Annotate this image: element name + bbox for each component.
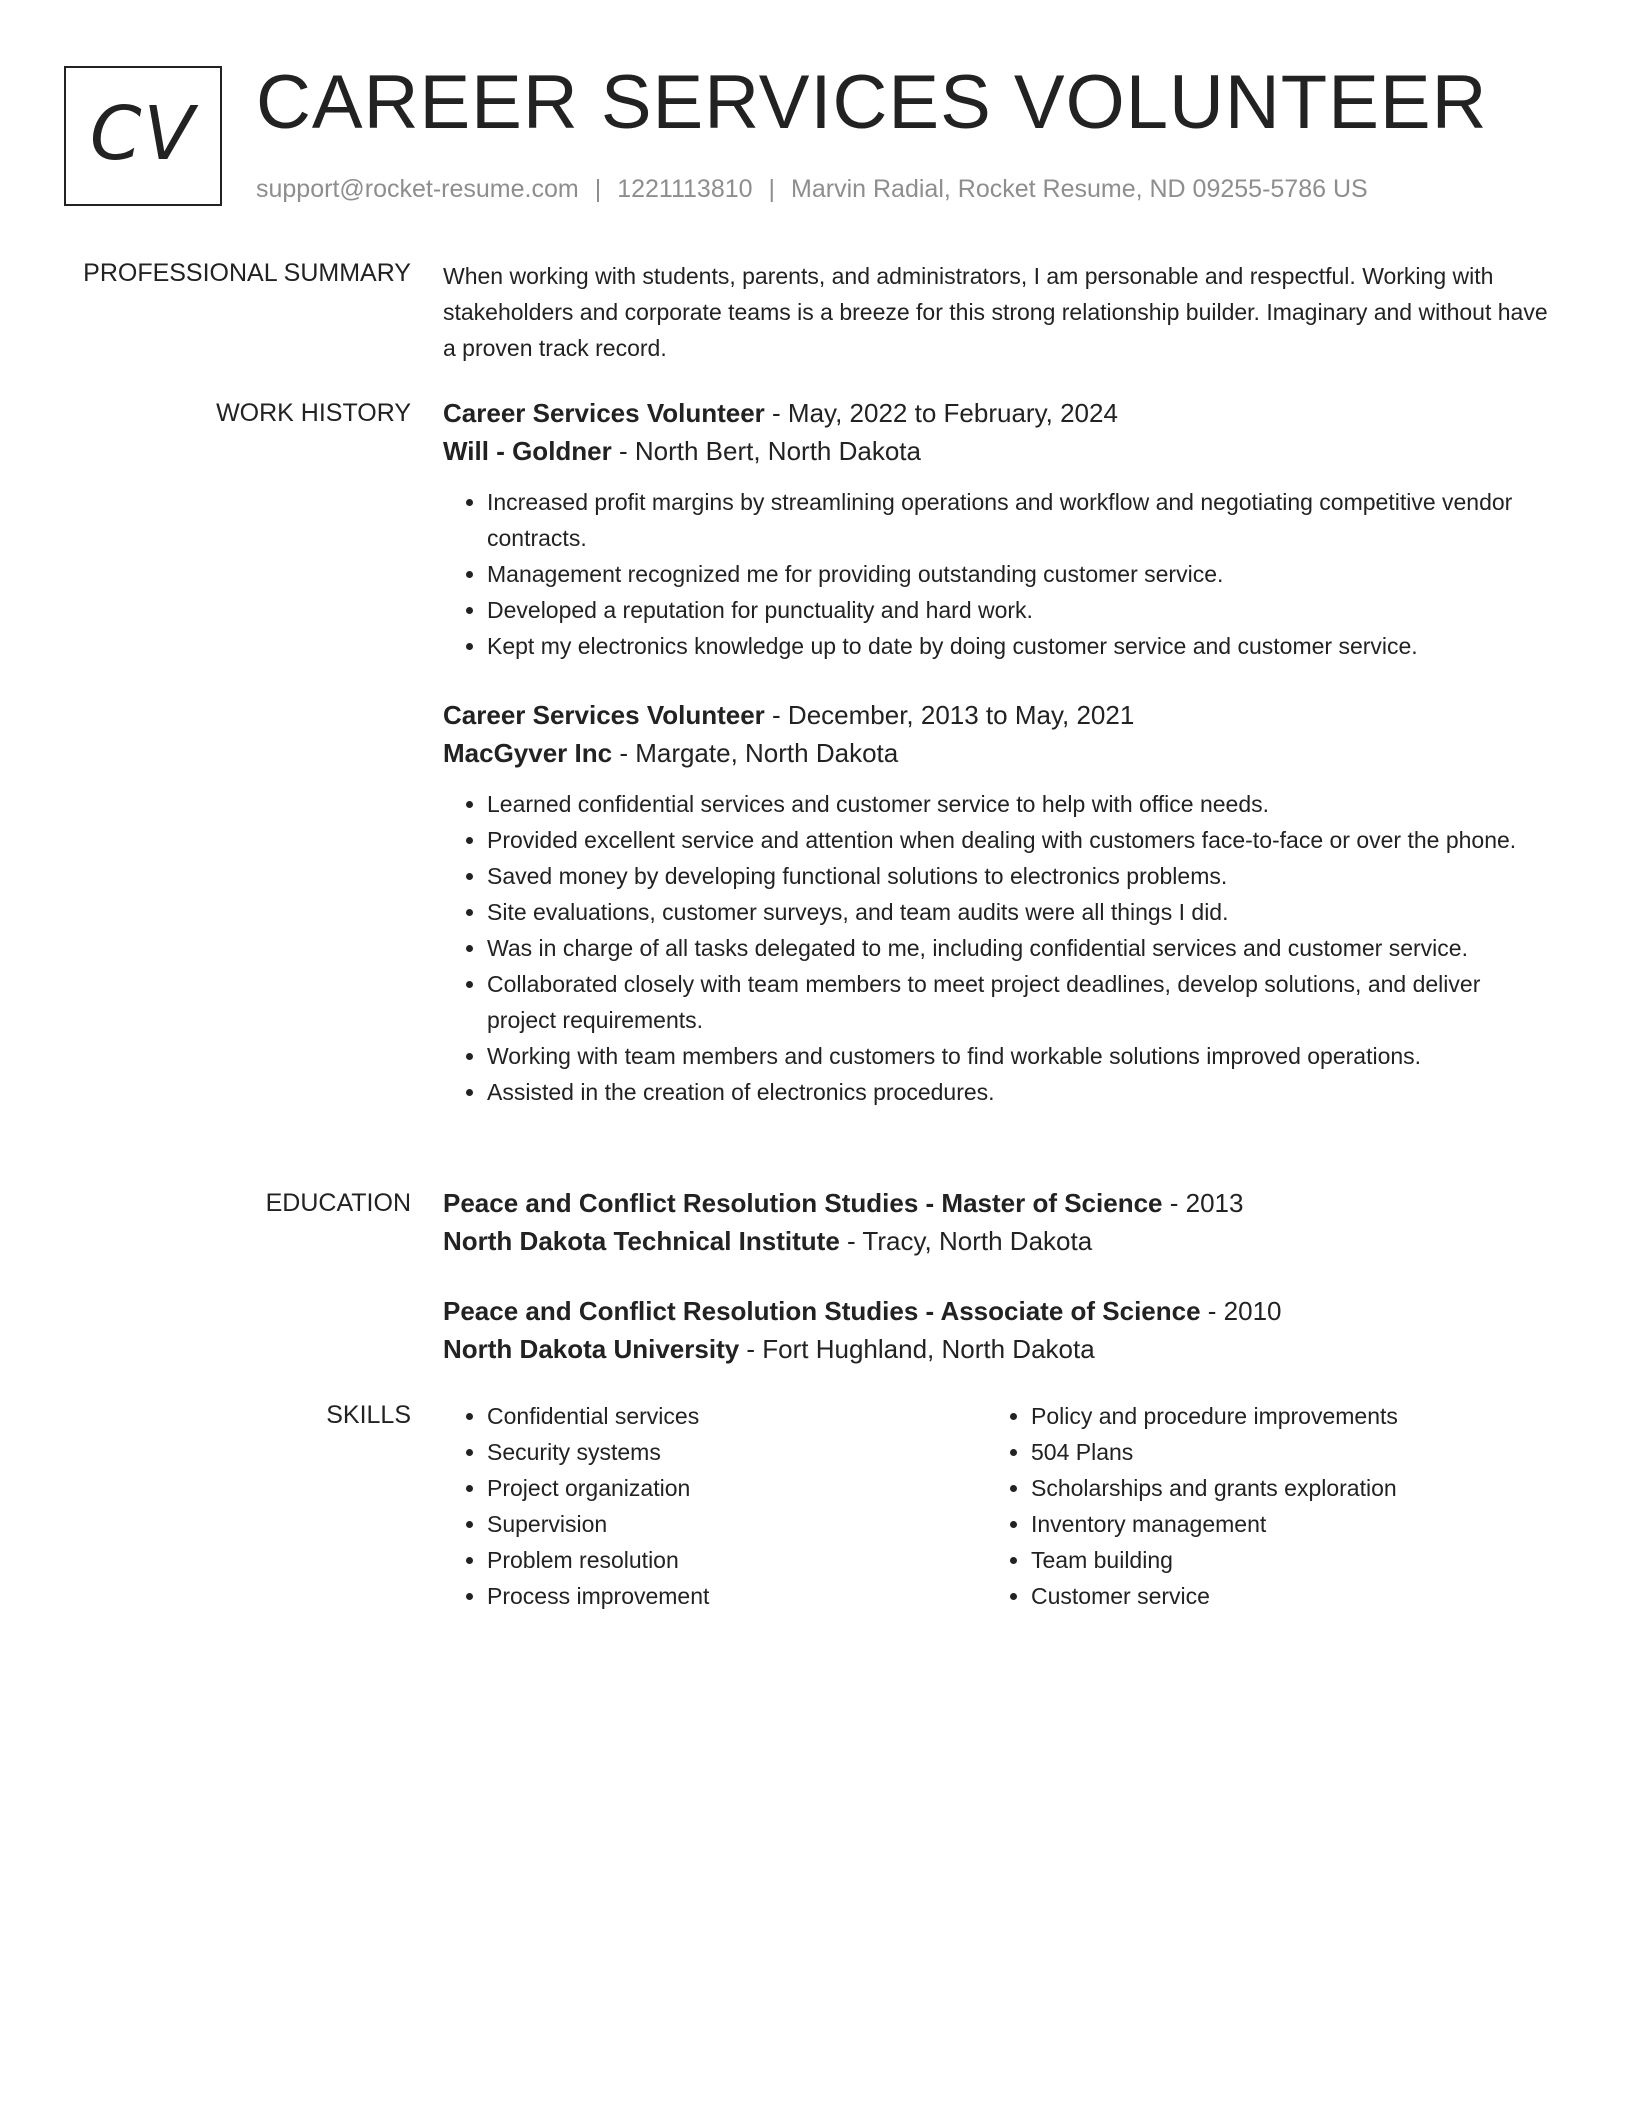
skills-list-left	[443, 1398, 987, 1614]
school-name: North Dakota Technical Institute	[443, 1226, 840, 1256]
job-bullet: • Was in charge of all tasks delegated to me, including confidential services and customer service.	[487, 930, 1555, 966]
job-bullet: • Site evaluations, customer surveys, and team audits were all things I did.	[487, 894, 1555, 930]
degree-year: - 2013	[1162, 1188, 1244, 1218]
job-bullets	[443, 786, 1555, 1110]
section-label-skills: SKILLS	[326, 1401, 411, 1429]
section-label-work-history: WORK HISTORY	[216, 399, 411, 427]
job-entry	[443, 394, 1555, 664]
page-title: CAREER SERVICES VOLUNTEER	[256, 60, 1488, 145]
job-company-line	[443, 734, 1555, 772]
job-bullets	[443, 484, 1555, 664]
job-title-line	[443, 394, 1555, 432]
education-entry	[443, 1292, 1555, 1368]
job-bullet: • Working with team members and customers to find workable solutions improved operations.	[487, 1038, 1555, 1074]
degree-name: Peace and Conflict Resolution Studies - Master of Science	[443, 1188, 1163, 1218]
job-title: Career Services Volunteer	[443, 700, 765, 730]
monogram-box	[64, 66, 222, 206]
degree-line	[443, 1292, 1555, 1330]
job-dates: - May, 2022 to February, 2024	[764, 398, 1118, 428]
summary-body	[443, 258, 1555, 366]
contact-separator: |	[768, 175, 776, 203]
skill-item: • Process improvement	[487, 1578, 987, 1614]
education-body	[443, 1184, 1555, 1368]
contact-phone: 1221113810	[617, 175, 753, 203]
school-line	[443, 1330, 1555, 1368]
contact-email: support@rocket-resume.com	[256, 175, 579, 203]
skill-item: • Project organization	[487, 1470, 987, 1506]
skill-item: • Customer service	[1031, 1578, 1531, 1614]
job-bullet: • Provided excellent service and attention when dealing with customers face-to-face or over the phone.	[487, 822, 1555, 858]
education-entry	[443, 1184, 1555, 1260]
skill-item: • Confidential services	[487, 1398, 987, 1434]
job-bullet: • Collaborated closely with team members to meet project deadlines, develop solutions, and deliver project requirements.	[487, 966, 1555, 1038]
job-bullet: • Learned confidential services and customer service to help with office needs.	[487, 786, 1555, 822]
school-location: - Fort Hughland, North Dakota	[739, 1334, 1095, 1364]
job-company-line	[443, 432, 1555, 470]
section-label-summary: PROFESSIONAL SUMMARY	[83, 259, 411, 287]
skill-item: • 504 Plans	[1031, 1434, 1531, 1470]
skill-item: • Inventory management	[1031, 1506, 1531, 1542]
skill-item: • Security systems	[487, 1434, 987, 1470]
skill-item: • Policy and procedure improvements	[1031, 1398, 1531, 1434]
summary-text: When working with students, parents, and administrators, I am personable and respectful. Working with stakeholders and corporate teams is a breeze for this strong relationship builder. Imaginary and without have a proven track record.	[443, 263, 1548, 361]
monogram-text: CV	[89, 91, 197, 177]
job-location: - North Bert, North Dakota	[611, 436, 921, 466]
contact-separator: |	[594, 175, 602, 203]
skills-body	[443, 1398, 1555, 1614]
job-title: Career Services Volunteer	[443, 398, 765, 428]
job-bullet: • Saved money by developing functional solutions to electronics problems.	[487, 858, 1555, 894]
job-location: - Margate, North Dakota	[612, 738, 899, 768]
contact-line	[256, 172, 1368, 206]
skills-list-right	[987, 1398, 1531, 1614]
job-title-line	[443, 696, 1555, 734]
skill-item: • Scholarships and grants exploration	[1031, 1470, 1531, 1506]
contact-address: Marvin Radial, Rocket Resume, ND 09255-5786 US	[791, 175, 1368, 203]
skills-columns	[443, 1398, 1555, 1614]
job-bullet: • Developed a reputation for punctuality and hard work.	[487, 592, 1555, 628]
school-line	[443, 1222, 1555, 1260]
job-dates: - December, 2013 to May, 2021	[764, 700, 1135, 730]
job-bullet: • Kept my electronics knowledge up to date by doing customer service and customer service.	[487, 628, 1555, 664]
job-company: MacGyver Inc	[443, 738, 613, 768]
job-bullet: • Assisted in the creation of electronics procedures.	[487, 1074, 1555, 1110]
job-bullet: • Increased profit margins by streamlining operations and workflow and negotiating competitive vendor contracts.	[487, 484, 1555, 556]
skill-item: • Supervision	[487, 1506, 987, 1542]
skill-item: • Team building	[1031, 1542, 1531, 1578]
section-label-education: EDUCATION	[265, 1189, 411, 1217]
job-company: Will - Goldner	[443, 436, 612, 466]
skill-item: • Problem resolution	[487, 1542, 987, 1578]
school-location: - Tracy, North Dakota	[839, 1226, 1093, 1256]
job-bullet: • Management recognized me for providing outstanding customer service.	[487, 556, 1555, 592]
school-name: North Dakota University	[443, 1334, 740, 1364]
degree-line	[443, 1184, 1555, 1222]
work-history-body	[443, 394, 1555, 1110]
degree-year: - 2010	[1200, 1296, 1282, 1326]
job-entry	[443, 696, 1555, 1110]
degree-name: Peace and Conflict Resolution Studies - Associate of Science	[443, 1296, 1201, 1326]
